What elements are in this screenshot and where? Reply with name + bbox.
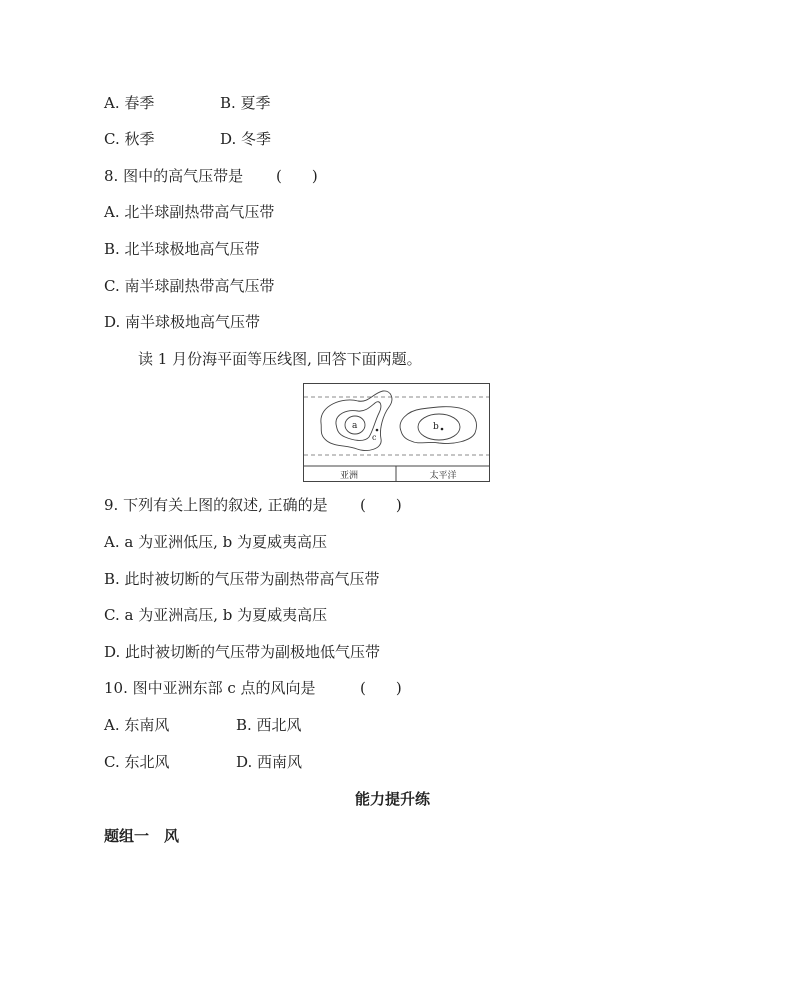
- region-label-pacific: 太平洋: [429, 471, 457, 481]
- q10-option-a: A. 东南风: [104, 716, 170, 734]
- q10-stem: 10. 图中亚洲东部 c 点的风向是: [104, 679, 316, 697]
- q7-option-b: B. 夏季: [220, 94, 271, 112]
- region-label-asia: 亚洲: [339, 471, 359, 481]
- q7-option-c: C. 秋季: [104, 130, 155, 148]
- group-title: 题组一 风: [104, 827, 180, 845]
- q10-answer-paren: ( ): [360, 679, 402, 697]
- q8-option-a: A. 北半球副热带高气压带: [104, 203, 275, 221]
- q8-option-d: D. 南半球极地高气压带: [104, 313, 261, 331]
- point-c-label: c: [372, 433, 377, 442]
- q9-answer-paren: ( ): [360, 496, 402, 514]
- q10-option-c: C. 东北风: [104, 753, 170, 771]
- section-title: 能力提升练: [355, 790, 431, 808]
- q8-option-c: C. 南半球副热带高气压带: [104, 277, 275, 295]
- point-b-dot: [441, 428, 444, 431]
- q9-stem: 9. 下列有关上图的叙述, 正确的是: [104, 496, 328, 514]
- point-c-dot: [376, 429, 379, 432]
- q8-option-b: B. 北半球极地高气压带: [104, 240, 260, 258]
- q9-option-d: D. 此时被切断的气压带为副极地低气压带: [104, 643, 381, 661]
- q7-option-a: A. 春季: [104, 94, 155, 112]
- isobar-map-figure: [303, 383, 490, 482]
- q8-answer-paren: ( ): [276, 167, 318, 185]
- point-a-label: a: [352, 421, 358, 431]
- q8-stem: 8. 图中的高气压带是: [104, 167, 244, 185]
- reading-intro: 读 1 月份海平面等压线图, 回答下面两题。: [138, 350, 422, 368]
- q9-option-a: A. a 为亚洲低压, b 为夏威夷高压: [104, 533, 327, 551]
- q9-option-c: C. a 为亚洲高压, b 为夏威夷高压: [104, 606, 328, 624]
- q10-option-d: D. 西南风: [236, 753, 303, 771]
- q10-option-b: B. 西北风: [236, 716, 302, 734]
- q7-option-d: D. 冬季: [220, 130, 272, 148]
- point-b-label: b: [433, 422, 439, 432]
- q9-option-b: B. 此时被切断的气压带为副热带高气压带: [104, 570, 380, 588]
